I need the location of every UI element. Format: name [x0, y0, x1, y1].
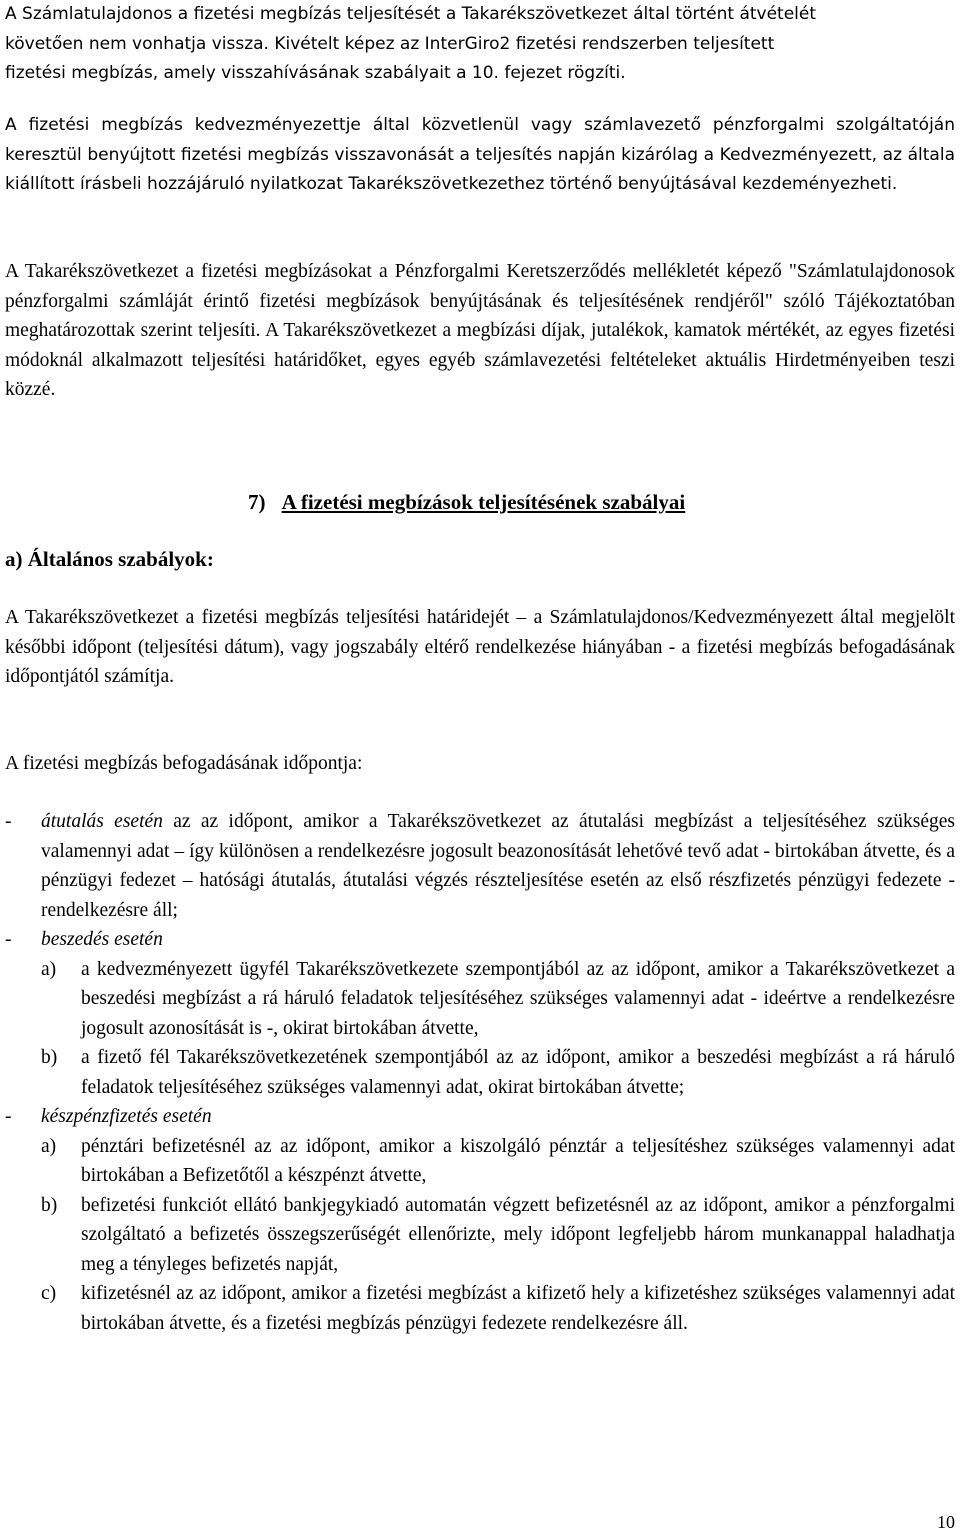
- sub-item-text: pénztári befizetésnél az az időpont, amikor a kiszolgáló pénztár a teljesítéshez szükséges valamennyi adat birtokában a Befizetőtől a készpénzt átvette,: [81, 1135, 955, 1186]
- list-dash: -: [5, 811, 12, 832]
- section-number: 7): [248, 490, 266, 514]
- sub-item: [5, 1279, 955, 1338]
- sub-item-text: a kedvezményezett ügyfél Takarékszövetkezete szempontjából az az időpont, amikor a Takarékszövetkezet a beszedési megbízást a rá háruló feladatok teljesítéséhez szükséges valamennyi adat - ideértve a rendelkezésre jogosult azonosítását is -, okirat birtokában átvette,: [81, 958, 955, 1039]
- paragraph-execution-terms: A Takarékszövetkezet a fizetési megbízásokat a Pénzforgalmi Keretszerződés mellékletét képező "Számlatulajdonosok pénzforgalmi számláját érintő fizetési megbízások benyújtásának és teljesítésének rendjéről" szóló Tájékoztatóban meghatározottak szerint teljesíti. A Takarékszövetkezet a megbízási díjak, jutalékok, kamatok mértékét, az egyes fizetési módoknál alkalmazott teljesítési határidőket, egyes egyéb számlavezetési feltételeket aktuális Hirdetményeiben teszi közzé.: [5, 261, 955, 400]
- list-item-term: átutalás esetén: [41, 811, 163, 832]
- sub-item-label: a): [41, 958, 57, 980]
- list-item-text: az az időpont, amikor a Takarékszövetkezet az átutalási megbízást a teljesítéséhez szükséges valamennyi adat – így különösen a rendelkezésre jogosult beazonosítását lehetővé tevő adat - birtokában átvette, és a pénzügyi fedezet – hatósági átutalás, átutalási végzés részteljesítése esetén az első részfizetés pénzügyi fedezete - rendelkezésre áll;: [41, 811, 955, 921]
- acceptance-list: [5, 807, 955, 1338]
- page-number: 10: [937, 1512, 955, 1532]
- section-heading: [248, 490, 685, 515]
- sub-item-text: kifizetésnél az az időpont, amikor a fizetési megbízást a kifizető hely a kifizetéshez szükséges valamennyi adat birtokában átvette, és a fizetési megbízás pénzügyi fedezete rendelkezésre áll.: [81, 1283, 955, 1334]
- sub-item: [5, 1191, 955, 1280]
- paragraph-beneficiary-revocation: A fizetési megbízás kedvezményezettje által közvetlenül vagy számlavezető pénzforgalmi szolgáltatóján keresztül benyújtott fizetési megbízás visszavonását a teljesítés napján kizárólag a Kedvezményezett, az általa kiállított írásbeli hozzájáruló nyilatkozat Takarékszövetkezethez történő benyújtásával kezdeményezheti.: [5, 115, 955, 194]
- list-item-term: készpénzfizetés esetén: [41, 1106, 212, 1127]
- sub-item-label: a): [41, 1135, 57, 1157]
- sub-item: [5, 955, 955, 1044]
- sub-item: [5, 1132, 955, 1191]
- section-title: A fizetési megbízások teljesítésének szabályai: [281, 490, 686, 514]
- sub-item-label: c): [41, 1283, 57, 1304]
- list-item-cash: [5, 1102, 955, 1132]
- list-item-collection: [5, 925, 955, 955]
- sub-item-text: a fizető fél Takarékszövetkezetének szempontjából az az időpont, amikor a beszedési megbízást a rá háruló feladatok teljesítéséhez szükséges valamennyi adat, okirat birtokában átvette;: [81, 1047, 955, 1098]
- list-item-term: beszedés esetén: [41, 929, 163, 950]
- paragraph-line: fizetési megbízás, amely visszahívásának szabályait a 10. fejezet rögzíti.: [5, 63, 626, 83]
- subsection-heading: a) Általános szabályok:: [5, 547, 214, 571]
- paragraph-line: követően nem vonhatja vissza. Kivételt képez az InterGiro2 fizetési rendszerben teljesített: [5, 33, 775, 54]
- list-dash: -: [5, 929, 12, 950]
- list-item-transfer: [5, 807, 955, 925]
- paragraph-deadline: A Takarékszövetkezet a fizetési megbízás teljesítési határidejét – a Számlatulajdonos/Kedvezményezett által megjelölt későbbi időpont (teljesítési dátum), vagy jogszabály eltérő rendelkezése hiányában - a fizetési megbízás befogadásának időpontjától számítja.: [5, 607, 955, 687]
- sub-item-label: b): [41, 1194, 58, 1216]
- sub-item-text: befizetési funkciót ellátó bankjegykiadó automatán végzett befizetésnél az az időpont, amikor a pénzforgalmi szolgáltató a befizetés összegszerűségét ellenőrizte, mely időpont legfeljebb három munkanappal haladhatja meg a tényleges befizetés napját,: [81, 1194, 955, 1275]
- paragraph-acceptance-time: A fizetési megbízás befogadásának időpontja:: [5, 753, 363, 774]
- paragraph-line: A Számlatulajdonos a fizetési megbízás teljesítését a Takarékszövetkezet által történt átvételét: [5, 4, 817, 24]
- paragraph-revocation: [5, 0, 955, 89]
- sub-item-label: b): [41, 1047, 58, 1068]
- list-dash: -: [5, 1106, 12, 1127]
- sub-item: [5, 1043, 955, 1102]
